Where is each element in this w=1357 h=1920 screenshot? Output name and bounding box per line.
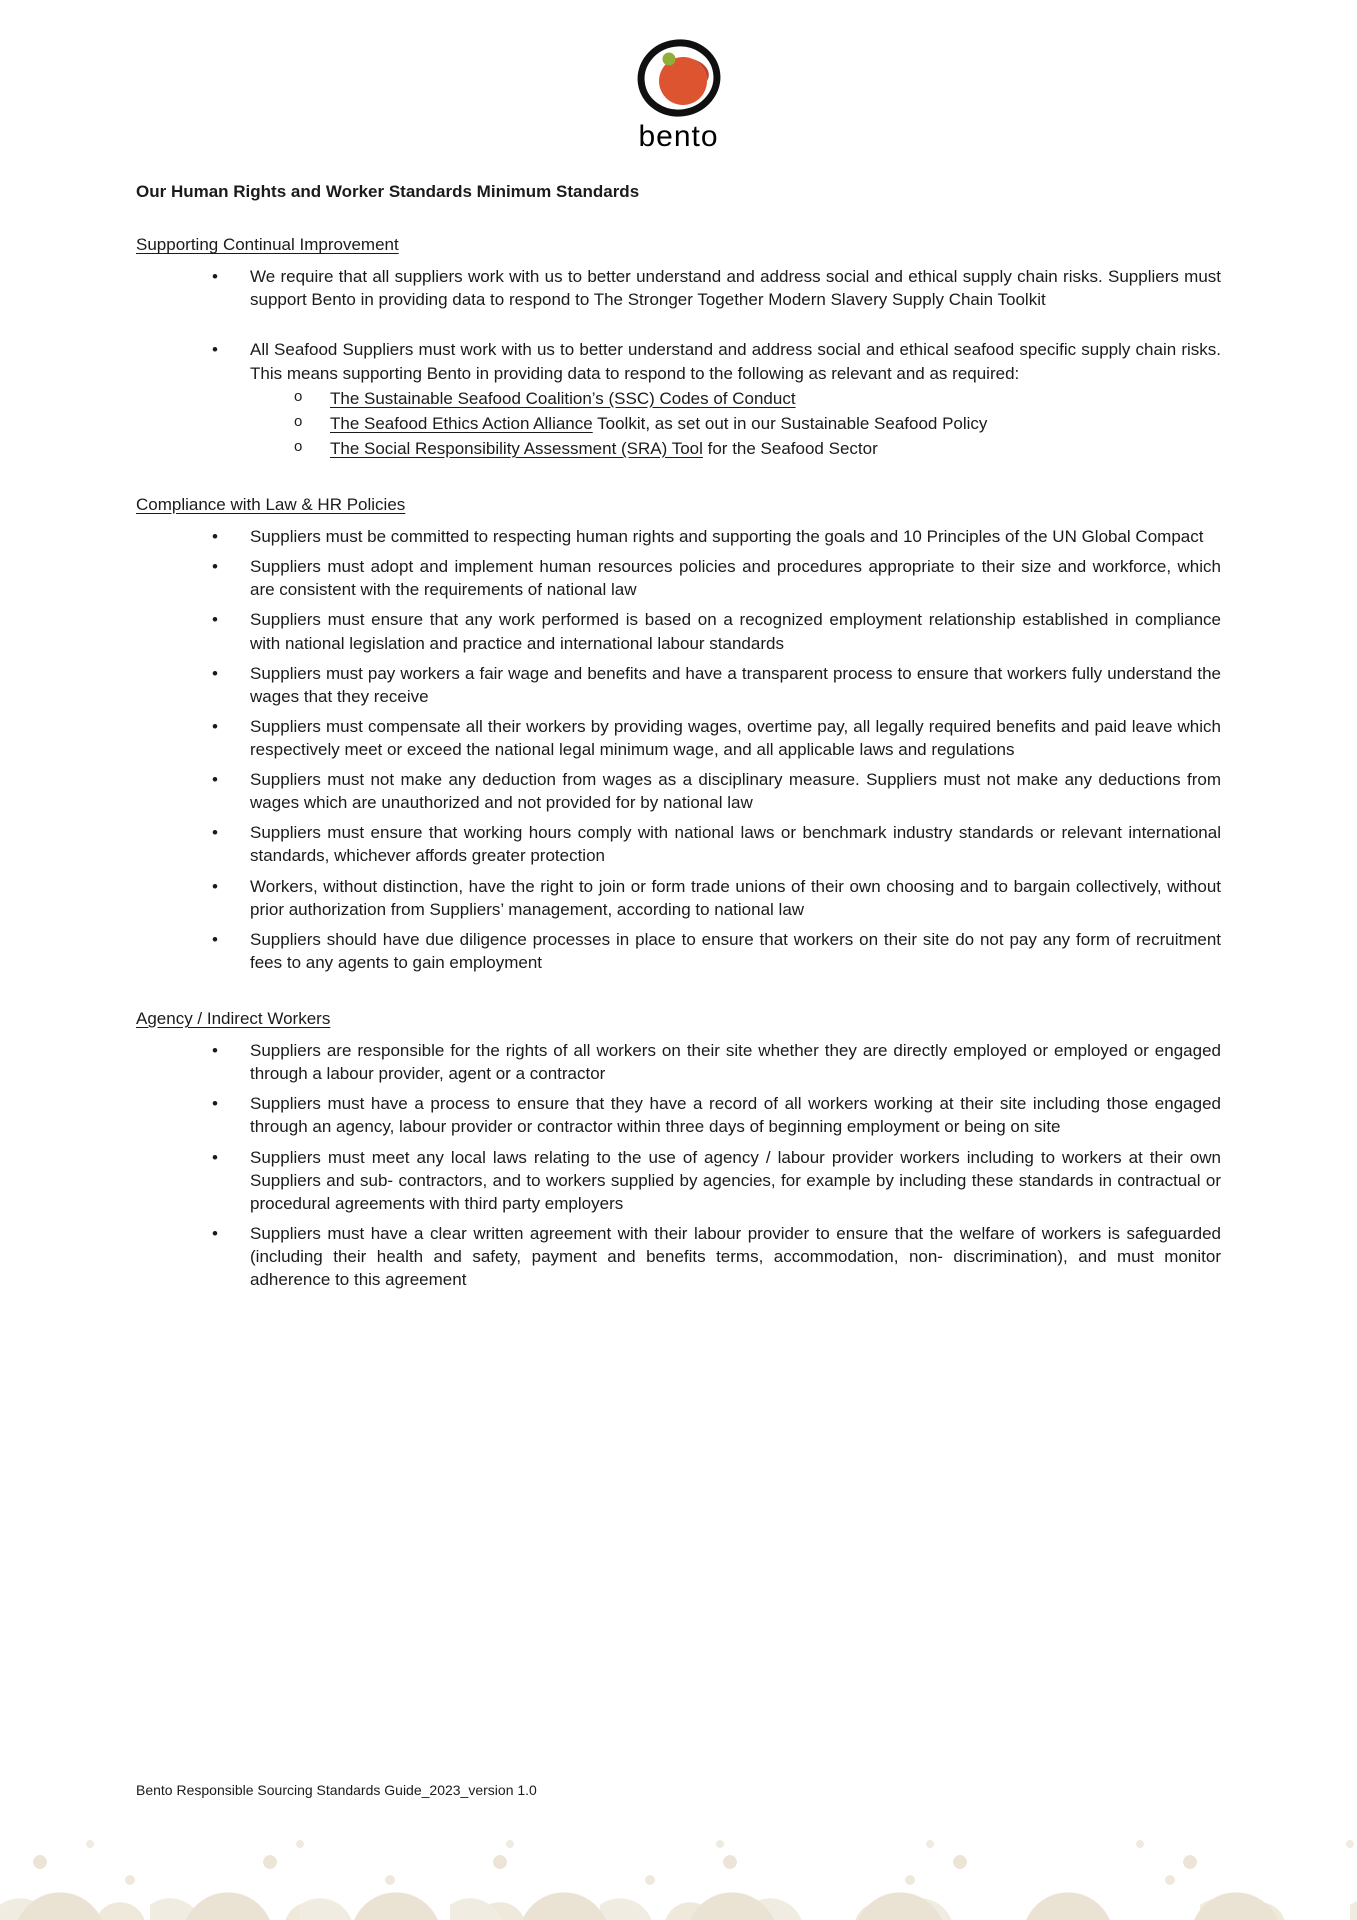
section-heading: Compliance with Law & HR Policies: [136, 494, 406, 514]
bullet-text: All Seafood Suppliers must work with us to better understand and address social and ethical seafood specific supply chain risks. This means supporting Bento in providing data to respond to the following as relevant and as required:: [250, 340, 1221, 383]
link-social-responsibility-assessment-tool[interactable]: The Social Responsibility Assessment (SRA) Tool: [330, 438, 703, 458]
bullet-item: [136, 338, 1221, 460]
bullet-text: We require that all suppliers work with us to better understand and address social and ethical supply chain risks. Suppliers must support Bento in providing data to respond to The Stronger Together Modern Slavery Supply Chain Toolkit: [250, 267, 1221, 310]
section-heading: Supporting Continual Improvement: [136, 235, 399, 255]
bullet-text: Suppliers must ensure that working hours comply with national laws or benchmark industry standards or relevant international standards, whichever affords greater protection: [250, 823, 1221, 866]
bullet-item: [136, 928, 1221, 974]
bullet-item: [136, 768, 1221, 814]
bullet-text: Suppliers should have due diligence processes in place to ensure that workers on their site do not pay any form of recruitment fees to any agents to gain employment: [250, 929, 1221, 972]
bullet-item: [136, 525, 1221, 548]
bullet-list: [136, 525, 1221, 974]
sub-bullet-list: [250, 387, 1221, 460]
section-agency-indirect-workers: [136, 1007, 1221, 1291]
bullet-text: Suppliers must adopt and implement human resources policies and procedures appropriate to their size and workforce, which are consistent with the requirements of national law: [250, 557, 1221, 600]
bullet-text: Suppliers must meet any local laws relating to the use of agency / labour provider workers including to workers at their own Suppliers and sub- contractors, and to workers supplied by agencies, for example by including these standards in contractual or procedural agreements with third party employers: [250, 1147, 1221, 1213]
sub-bullet-item: [250, 412, 1221, 435]
section-supporting-continual-improvement: [136, 233, 1221, 460]
bullet-text: Suppliers must be committed to respecting human rights and supporting the goals and 10 Principles of the UN Global Compact: [250, 527, 1204, 547]
bullet-text: Suppliers must have a process to ensure that they have a record of all workers working at their site including those engaged through an agency, labour provider or contractor within three days of beginning employment or being on site: [250, 1094, 1221, 1137]
bullet-list: [136, 1039, 1221, 1291]
sub-bullet-rest: Toolkit, as set out in our Sustainable Seafood Policy: [592, 413, 988, 433]
bullet-item: [136, 1092, 1221, 1138]
sub-bullet-rest: for the Seafood Sector: [702, 438, 878, 458]
document-title: Our Human Rights and Worker Standards Minimum Standards: [136, 182, 640, 201]
bento-wordmark: bento: [638, 120, 719, 153]
bullet-item: [136, 662, 1221, 708]
bullet-item: [136, 715, 1221, 761]
bento-logo-icon: [629, 36, 729, 124]
sub-bullet-item: [250, 437, 1221, 460]
bullet-text: Suppliers must ensure that any work performed is based on a recognized employment relationship established in compliance with national legislation and practice and international labour standards: [250, 610, 1221, 653]
bullet-list: [136, 265, 1221, 460]
bullet-item: [136, 875, 1221, 921]
bullet-text: Suppliers must compensate all their workers by providing wages, overtime pay, all legally required benefits and paid leave which respectively meet or exceed the national legal minimum wage, and all applicable laws and regulations: [250, 716, 1221, 759]
bullet-item: [136, 821, 1221, 867]
bullet-item: [136, 1222, 1221, 1291]
document-content: [136, 180, 1221, 1291]
bottom-scallop-decoration: [0, 1810, 1357, 1920]
bento-logo: [0, 0, 1357, 154]
bullet-text: Suppliers must not make any deduction from wages as a disciplinary measure. Suppliers must not make any deductions from wages which are unauthorized and not provided for by national law: [250, 770, 1221, 813]
bullet-item: [136, 1146, 1221, 1215]
link-ssc-codes-of-conduct[interactable]: The Sustainable Seafood Coalition’s (SSC) Codes of Conduct: [330, 388, 796, 408]
bullet-text: Suppliers are responsible for the rights of all workers on their site whether they are directly employed or employed or engaged through a labour provider, agent or a contractor: [250, 1041, 1221, 1084]
link-seafood-ethics-action-alliance[interactable]: The Seafood Ethics Action Alliance: [330, 413, 593, 433]
bullet-item: [136, 265, 1221, 311]
bullet-text: Workers, without distinction, have the right to join or form trade unions of their own choosing and to bargain collectively, without prior authorization from Suppliers’ management, according to national law: [250, 876, 1221, 919]
section-compliance-with-law-hr-policies: [136, 493, 1221, 974]
bullet-item: [136, 608, 1221, 654]
bullet-text: Suppliers must have a clear written agreement with their labour provider to ensure that the welfare of workers is safeguarded (including their health and safety, payment and benefits terms, accommodation, non- discrimination), and must monitor adherence to this agreement: [250, 1223, 1221, 1290]
bullet-item: [136, 555, 1221, 601]
bullet-item: [136, 1039, 1221, 1085]
section-heading: Agency / Indirect Workers: [136, 1008, 331, 1028]
footer-text: Bento Responsible Sourcing Standards Guide_2023_version 1.0: [136, 1782, 537, 1798]
bullet-text: Suppliers must pay workers a fair wage and benefits and have a transparent process to ensure that workers fully understand the wages that they receive: [250, 663, 1221, 706]
sub-bullet-item: [250, 387, 1221, 410]
